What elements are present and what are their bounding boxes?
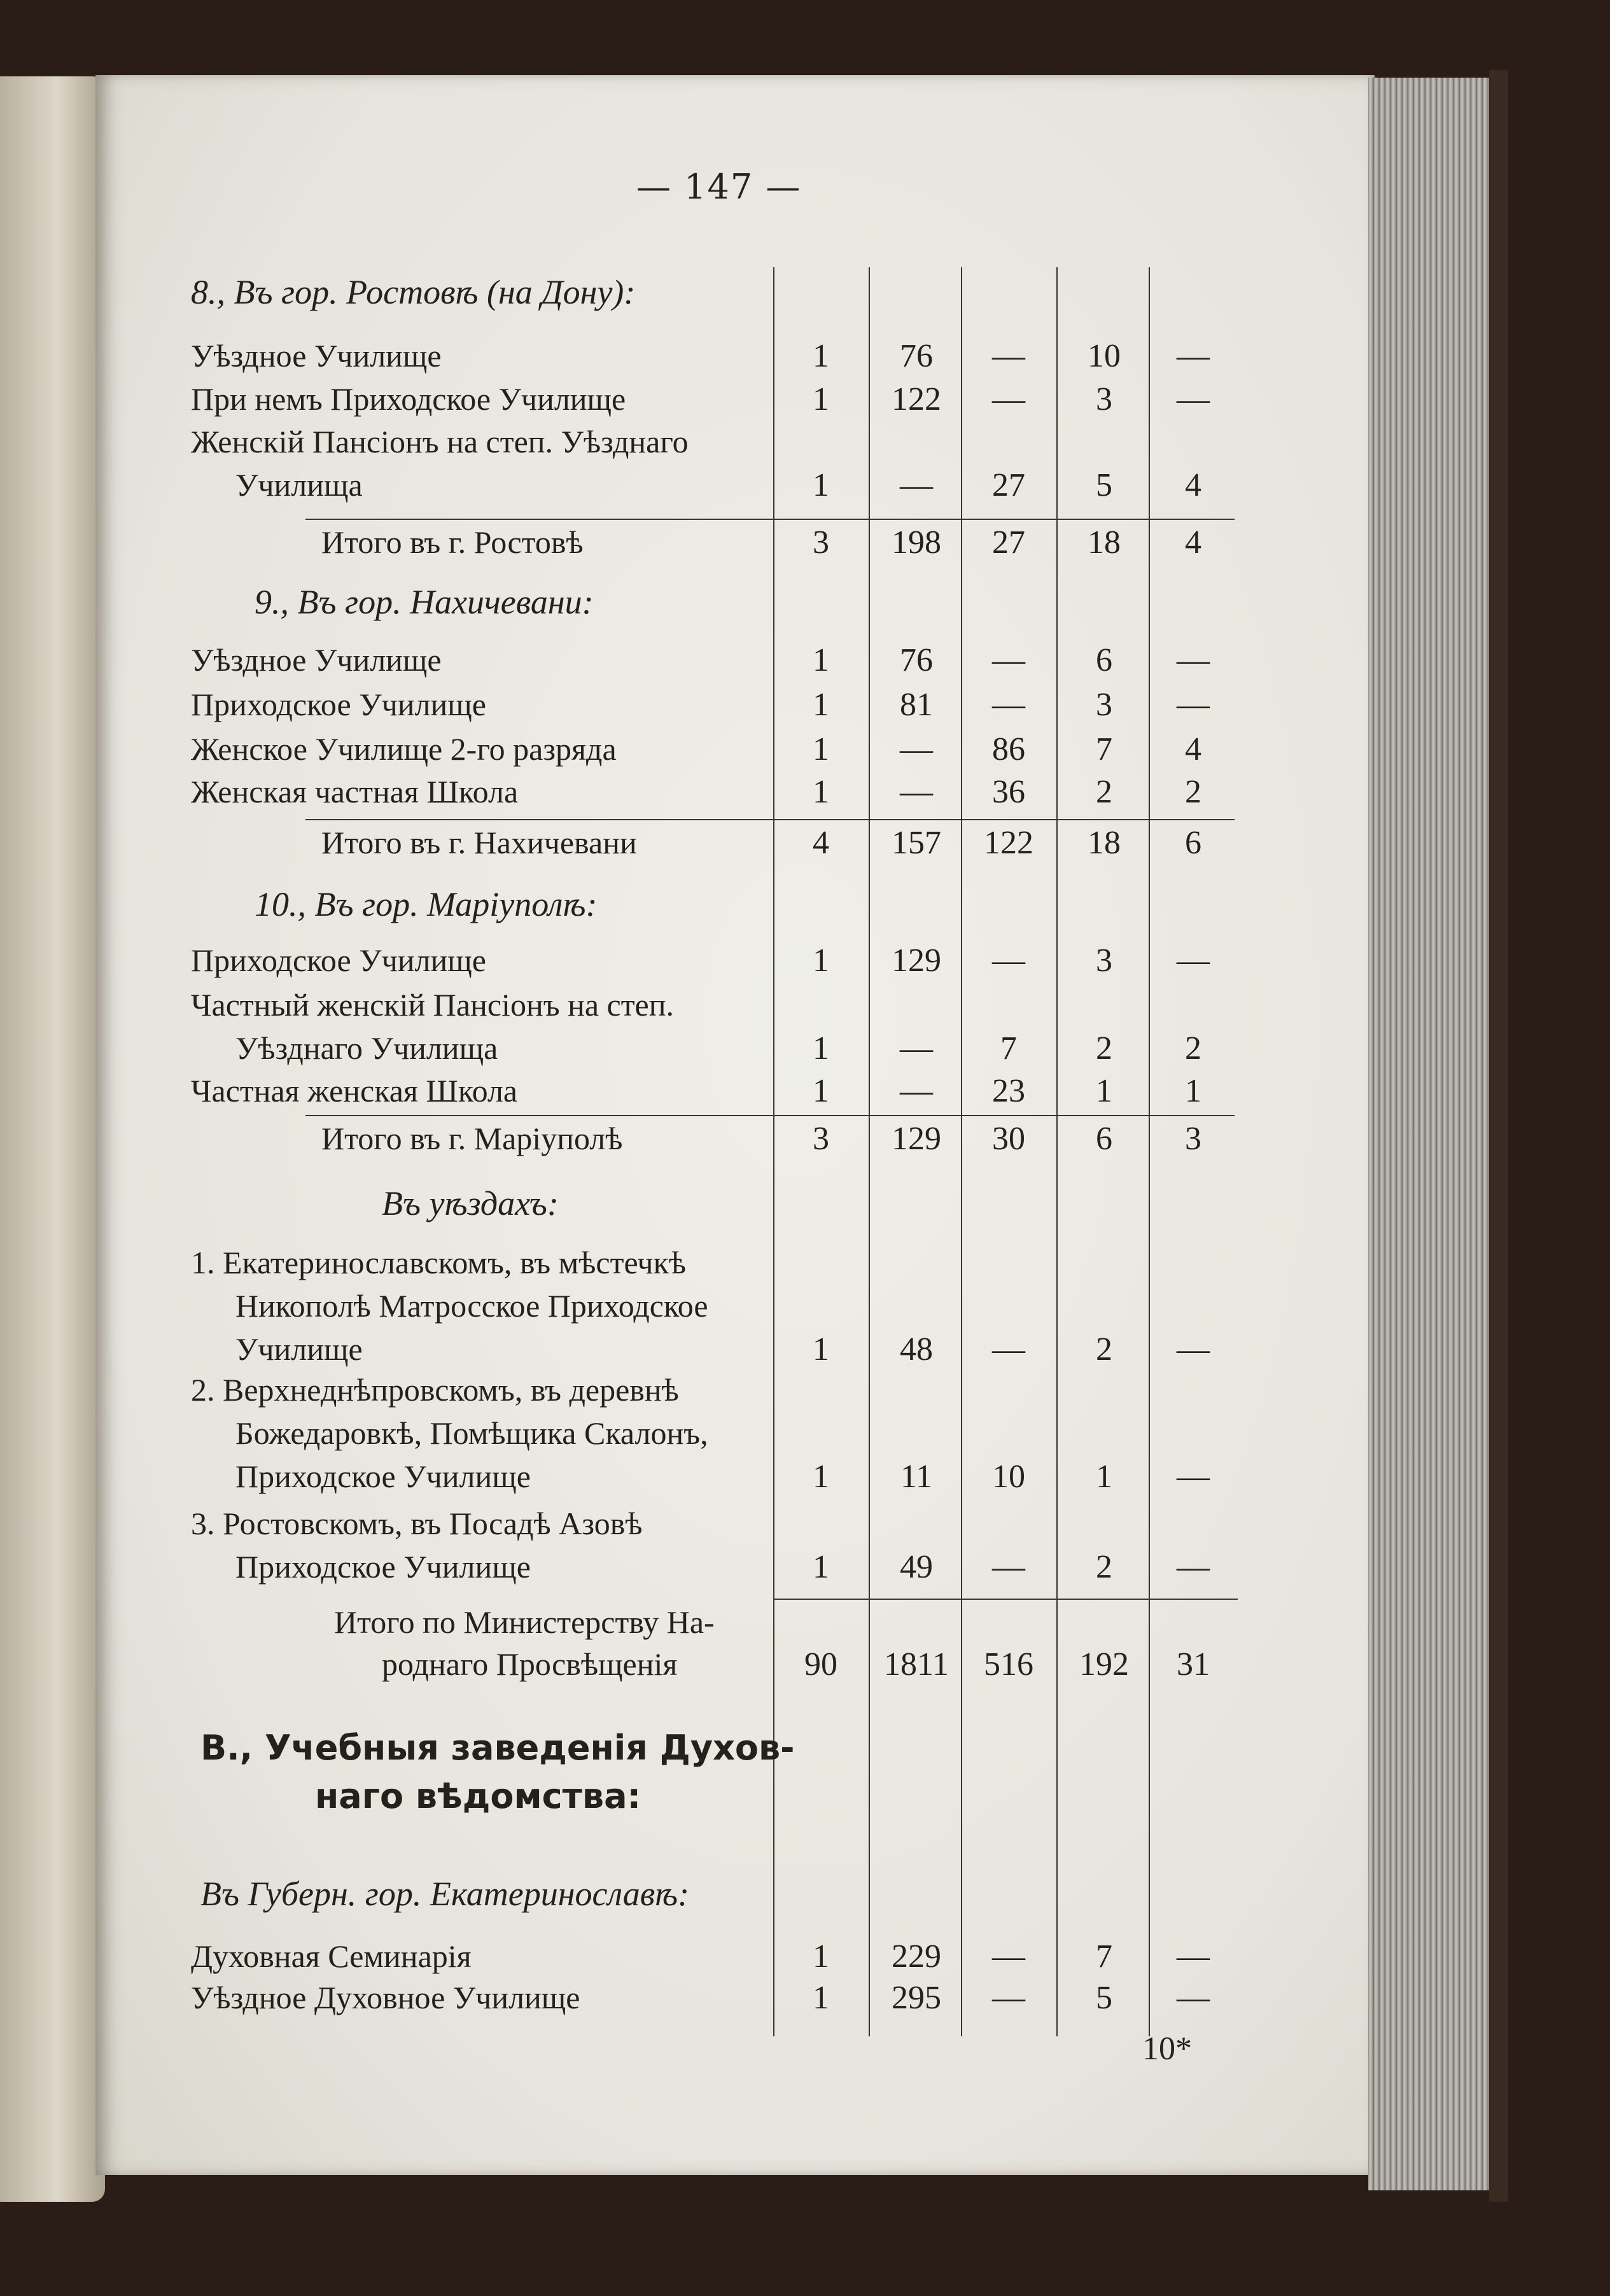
row-value: —	[992, 338, 1025, 374]
row-value: 2	[1096, 1549, 1112, 1585]
total-rule	[305, 819, 1235, 820]
row-value: —	[1177, 381, 1210, 417]
row-value: 49	[900, 1549, 933, 1585]
row-value: 1	[813, 1980, 829, 2016]
row-value: 122	[892, 381, 941, 417]
row-label: Приходское Училище	[235, 1459, 531, 1494]
total-value: 18	[1088, 524, 1121, 561]
total-label-cont: роднаго Просвѣщенія	[382, 1646, 678, 1682]
row-value: 2	[1185, 774, 1201, 810]
row-value: 86	[992, 731, 1025, 767]
row-value: —	[900, 731, 933, 767]
row-value: 229	[892, 1938, 941, 1975]
row-value: 1	[813, 942, 829, 979]
section-heading: В., Учебныя заведенія Духов-	[200, 1728, 795, 1768]
row-value: 23	[992, 1073, 1025, 1109]
row-label: Приходское Училище	[191, 942, 486, 978]
section-heading: 8., Въ гор. Ростовѣ (на Дону):	[191, 273, 636, 311]
row-value: 81	[900, 687, 933, 723]
row-label: При немъ Приходское Училище	[191, 381, 626, 417]
row-value: 1	[813, 381, 829, 417]
total-value: 31	[1177, 1646, 1210, 1683]
row-value: 3	[1096, 381, 1112, 417]
left-page-edge	[0, 76, 105, 2202]
row-label: Божедаровкѣ, Помѣщика Скалонъ,	[235, 1415, 708, 1451]
row-label: Уѣзднаго Училища	[235, 1030, 498, 1066]
row-value: 1	[1096, 1073, 1112, 1109]
total-value: 3	[1185, 1121, 1201, 1157]
printer-signature: 10*	[1142, 2031, 1192, 2067]
row-label: Женская частная Школа	[191, 774, 519, 809]
row-value: 3	[1096, 942, 1112, 979]
row-value: 4	[1185, 467, 1201, 503]
row-value: 129	[892, 942, 941, 979]
row-value: 1	[813, 687, 829, 723]
row-label: Училище	[235, 1331, 363, 1367]
row-value: 1	[1185, 1073, 1201, 1109]
row-label: 3. Ростовскомъ, въ Посадѣ Азовѣ	[191, 1506, 643, 1541]
row-value: —	[1177, 1549, 1210, 1585]
row-value: 2	[1096, 774, 1112, 810]
row-value: 2	[1096, 1331, 1112, 1368]
row-value: —	[992, 1980, 1025, 2016]
row-label: Никополѣ Матросское Приходское	[235, 1288, 708, 1324]
book-cover-edge	[1489, 70, 1508, 2202]
total-value: 18	[1088, 825, 1121, 861]
row-value: —	[992, 1331, 1025, 1368]
row-value: 1	[813, 642, 829, 678]
row-label: Частная женская Школа	[191, 1073, 518, 1109]
page-block-edge	[1368, 78, 1495, 2190]
row-value: 295	[892, 1980, 941, 2016]
total-value: 30	[992, 1121, 1025, 1157]
section-heading: Въ уѣздахъ:	[382, 1184, 559, 1222]
row-label: Приходское Училище	[235, 1549, 531, 1585]
row-value: 1	[813, 467, 829, 503]
total-rule	[305, 519, 1235, 520]
row-label: 1. Екатеринославскомъ, въ мѣстечкѣ	[191, 1245, 687, 1280]
row-value: —	[1177, 338, 1210, 374]
row-value: 1	[813, 731, 829, 767]
row-value: —	[992, 642, 1025, 678]
row-value: —	[900, 774, 933, 810]
total-value: 3	[813, 1121, 829, 1157]
row-value: 10	[1088, 338, 1121, 374]
row-value: 3	[1096, 687, 1112, 723]
row-value: —	[1177, 687, 1210, 723]
row-value: —	[992, 1549, 1025, 1585]
row-value: 36	[992, 774, 1025, 810]
section-heading: 9., Въ гор. Нахичевани:	[255, 583, 594, 621]
row-value: 1	[813, 774, 829, 810]
row-value: 7	[1096, 731, 1112, 767]
row-value: 5	[1096, 467, 1112, 503]
row-value: 1	[813, 1331, 829, 1368]
row-value: 1	[813, 1549, 829, 1585]
row-value: 7	[1000, 1030, 1017, 1067]
total-label: Итого въ г. Нахичевани	[321, 825, 637, 860]
row-value: 1	[813, 1030, 829, 1067]
row-value: 2	[1185, 1030, 1201, 1067]
row-value: —	[992, 687, 1025, 723]
total-value: 6	[1096, 1121, 1112, 1157]
row-value: 1	[813, 1073, 829, 1109]
row-label: Приходское Училище	[191, 687, 486, 722]
row-label: Училища	[235, 467, 363, 503]
row-value: 1	[1096, 1459, 1112, 1495]
section-heading: 10., Въ гор. Маріуполѣ:	[255, 885, 598, 923]
total-label: Итого по Министерству На-	[334, 1604, 715, 1640]
total-rule	[773, 1599, 1238, 1600]
row-value: —	[1177, 1980, 1210, 2016]
row-value: —	[1177, 1331, 1210, 1368]
row-value: 48	[900, 1331, 933, 1368]
total-label: Итого въ г. Маріуполѣ	[321, 1121, 623, 1156]
total-value: 27	[992, 524, 1025, 561]
row-value: 1	[813, 338, 829, 374]
total-value: 516	[984, 1646, 1033, 1683]
section-heading: Въ Губерн. гор. Екатеринославѣ:	[200, 1875, 690, 1913]
row-value: 76	[900, 642, 933, 678]
total-value: 4	[1185, 524, 1201, 561]
row-label: Духовная Семинарія	[191, 1938, 472, 1974]
row-value: 7	[1096, 1938, 1112, 1975]
row-value: 1	[813, 1459, 829, 1495]
total-label: Итого въ г. Ростовѣ	[321, 524, 584, 560]
row-label: Женскій Пансіонъ на степ. Уѣзднаго	[191, 424, 689, 459]
total-value: 1811	[883, 1646, 949, 1683]
row-value: —	[992, 1938, 1025, 1975]
total-value: 6	[1185, 825, 1201, 861]
total-value: 157	[892, 825, 941, 861]
row-value: 11	[900, 1459, 933, 1495]
row-value: —	[1177, 1938, 1210, 1975]
row-value: —	[992, 381, 1025, 417]
row-value: —	[900, 1073, 933, 1109]
row-label: Уѣздное Духовное Училище	[191, 1980, 580, 2015]
total-value: 192	[1079, 1646, 1129, 1683]
row-value: 2	[1096, 1030, 1112, 1067]
row-label: Женское Училище 2-го разряда	[191, 731, 617, 767]
total-rule	[305, 1115, 1235, 1116]
row-label: Уѣздное Училище	[191, 338, 442, 374]
total-value: 90	[804, 1646, 837, 1683]
row-value: —	[1177, 1459, 1210, 1495]
total-value: 4	[813, 825, 829, 861]
row-value: 27	[992, 467, 1025, 503]
total-value: 3	[813, 524, 829, 561]
section-heading-cont: наго вѣдомства:	[315, 1776, 641, 1816]
row-label: Уѣздное Училище	[191, 642, 442, 678]
page-number: — 147 —	[636, 167, 802, 207]
row-value: —	[900, 467, 933, 503]
total-value: 122	[984, 825, 1033, 861]
row-value: —	[1177, 642, 1210, 678]
row-value: 4	[1185, 731, 1201, 767]
row-value: 76	[900, 338, 933, 374]
row-value: 6	[1096, 642, 1112, 678]
row-value: —	[900, 1030, 933, 1067]
row-value: 10	[992, 1459, 1025, 1495]
row-value: —	[992, 942, 1025, 979]
total-value: 129	[892, 1121, 941, 1157]
total-value: 198	[892, 524, 941, 561]
row-value: 1	[813, 1938, 829, 1975]
row-value: 5	[1096, 1980, 1112, 2016]
row-value: —	[1177, 942, 1210, 979]
row-label: 2. Верхнеднѣпровскомъ, въ деревнѣ	[191, 1372, 679, 1408]
row-label: Частный женскій Пансіонъ на степ.	[191, 987, 675, 1023]
